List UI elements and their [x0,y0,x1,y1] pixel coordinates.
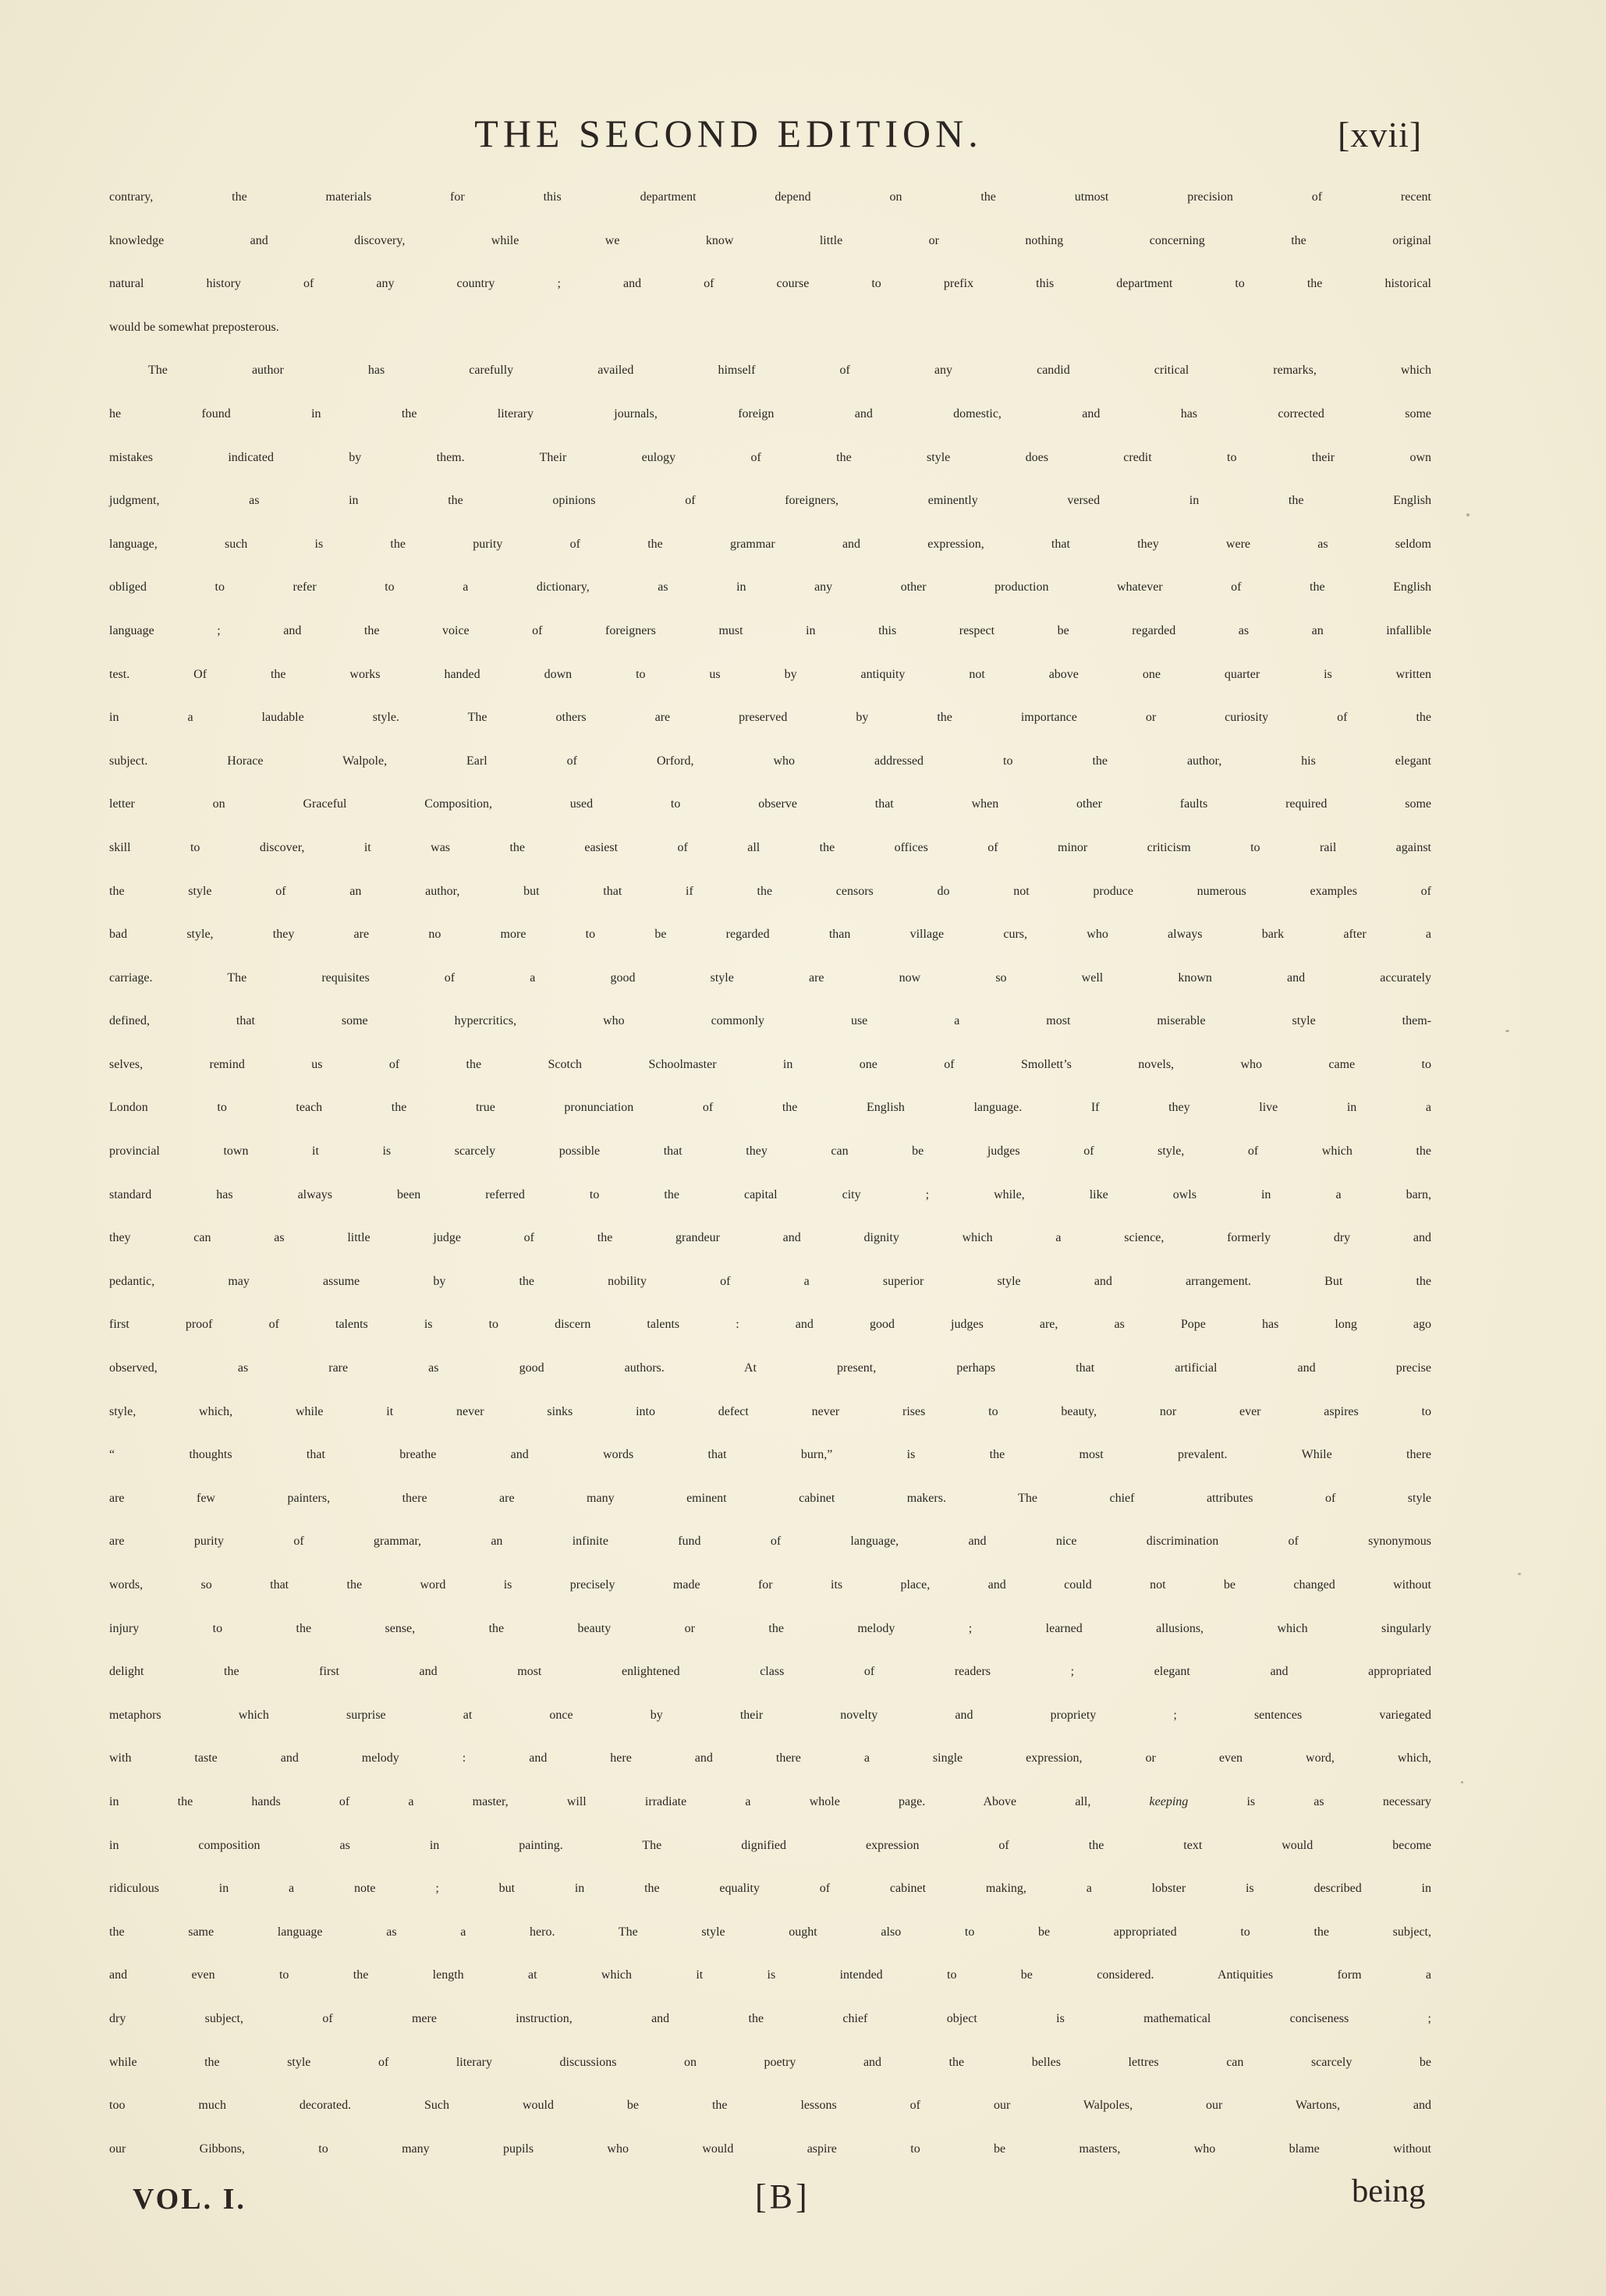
text-line: test. Of the works handed down to us by antiquity not above one quarter is written [109,667,1431,681]
text-line: style, which, while it never sinks into defect never rises to beauty, nor ever aspires to [109,1404,1431,1418]
text-line: carriage. The requisites of a good style are now so well known and accurately [109,971,1431,985]
text-line: letter on Graceful Composition, used to observe that when other faults required some [109,797,1431,811]
text-line: ridiculous in a note ; but in the equality of cabinet making, a lobster is described in [109,1882,1431,1896]
paper-speck [1461,1781,1463,1783]
text-line: in composition as in painting. The dignified expression of the text would become [109,1838,1431,1852]
italic-word: keeping [1149,1794,1189,1808]
running-title: THE SECOND EDITION. [474,112,983,155]
text-line: the same language as a hero. The style ought also to be appropriated to the subject, [109,1925,1431,1939]
text-line: the style of an author, but that if the censors do not produce numerous examples of [109,884,1431,898]
text-line: London to teach the true pronunciation of the English language. If they live in a [109,1101,1431,1115]
text-line: contrary, the materials for this department depend on the utmost precision of recent [109,190,1431,204]
page-number: [xvii] [1338,115,1423,154]
text-line: defined, that some hypercritics, who commonly use a most miserable style them- [109,1014,1431,1028]
text-line: they can as little judge of the grandeur and dignity which a science, formerly dry and [109,1231,1431,1245]
text-line: bad style, they are no more to be regarded than village curs, who always bark after a [109,928,1431,942]
text-line: pedantic, may assume by the nobility of a superior style and arrangement. But the [109,1274,1431,1288]
text-line: observed, as rare as good authors. At present, perhaps that artificial and precise [109,1361,1431,1375]
text-line: in a laudable style. The others are preserved by the importance or curiosity of the [109,711,1431,725]
text-line: he found in the literary journals, foreign and domestic, and has corrected some [109,406,1431,421]
text-line: and even to the length at which it is intended to be considered. Antiquities form a [109,1968,1431,1982]
text-line: selves, remind us of the Scotch Schoolmaster in one of Smollett’s novels, who came to [109,1057,1431,1071]
text-line: too much decorated. Such would be the lessons of our Walpoles, our Wartons, and [109,2099,1431,2113]
text-line: mistakes indicated by them. Their eulogy of the style does credit to their own [109,450,1431,464]
text-line: standard has always been referred to the capital city ; while, like owls in a barn, [109,1187,1431,1201]
text-line: obliged to refer to a dictionary, as in any other production whatever of the English [109,580,1431,594]
text-segment: in the hands of a master, will irradiate a whole page. Above all, [109,1794,1150,1808]
text-line: dry subject, of mere instruction, and the chief object is mathematical conciseness ; [109,2011,1431,2025]
text-line: knowledge and discovery, while we know little or nothing concerning the original [109,233,1431,247]
paper-speck [1518,1573,1521,1575]
text-line: skill to discover, it was the easiest of all the offices of minor criticism to rail against [109,840,1431,854]
catchword: being [1352,2173,1426,2209]
text-line: The author has carefully availed himself of any candid critical remarks, which [148,364,1431,378]
text-line: injury to the sense, the beauty or the melody ; learned allusions, which singularly [109,1621,1431,1635]
text-line: natural history of any country ; and of course to prefix this department to the historical [109,277,1431,291]
text-line: provincial town it is scarcely possible that they can be judges of style, of which the [109,1144,1431,1159]
text-line: language, such is the purity of the grammar and expression, that they were as seldom [109,537,1431,551]
text-line: would be somewhat preposterous. [109,320,279,334]
paper-speck [1505,1030,1509,1032]
text-line: subject. Horace Walpole, Earl of Orford, who addressed to the author, his elegant [109,754,1431,768]
text-line: judgment, as in the opinions of foreigners, eminently versed in the English [109,494,1431,508]
text-line: are few painters, there are many eminent cabinet makers. The chief attributes of style [109,1491,1431,1505]
body-text [109,190,1431,2185]
text-line: words, so that the word is precisely made for its place, and could not be changed without [109,1578,1431,1592]
text-line: metaphors which surprise at once by their novelty and propriety ; sentences variegated [109,1708,1431,1722]
text-line: delight the first and most enlightened class of readers ; elegant and appropriated [109,1665,1431,1679]
volume-label: VOL. I. [133,2183,246,2216]
text-line: our Gibbons, to many pupils who would aspire to be masters, who blame without [109,2142,1431,2156]
text-line: with taste and melody : and here and there a single expression, or even word, which, [109,1751,1431,1765]
text-line: “ thoughts that breathe and words that burn,” is the most prevalent. While there [109,1448,1431,1462]
text-segment: is as necessary [1188,1794,1432,1808]
text-line: language ; and the voice of foreigners must in this respect be regarded as an infallible [109,623,1431,637]
text-line: are purity of grammar, an infinite fund of language, and nice discrimination of synonymous [109,1535,1431,1549]
text-line: while the style of literary discussions on poetry and the belles lettres can scarcely be [109,2055,1431,2069]
signature-mark: [B] [755,2177,810,2216]
text-line-with-italic [109,1795,1431,1839]
paper-speck [1466,513,1470,516]
text-line: first proof of talents is to discern talents : and good judges are, as Pope has long ago [109,1318,1431,1332]
